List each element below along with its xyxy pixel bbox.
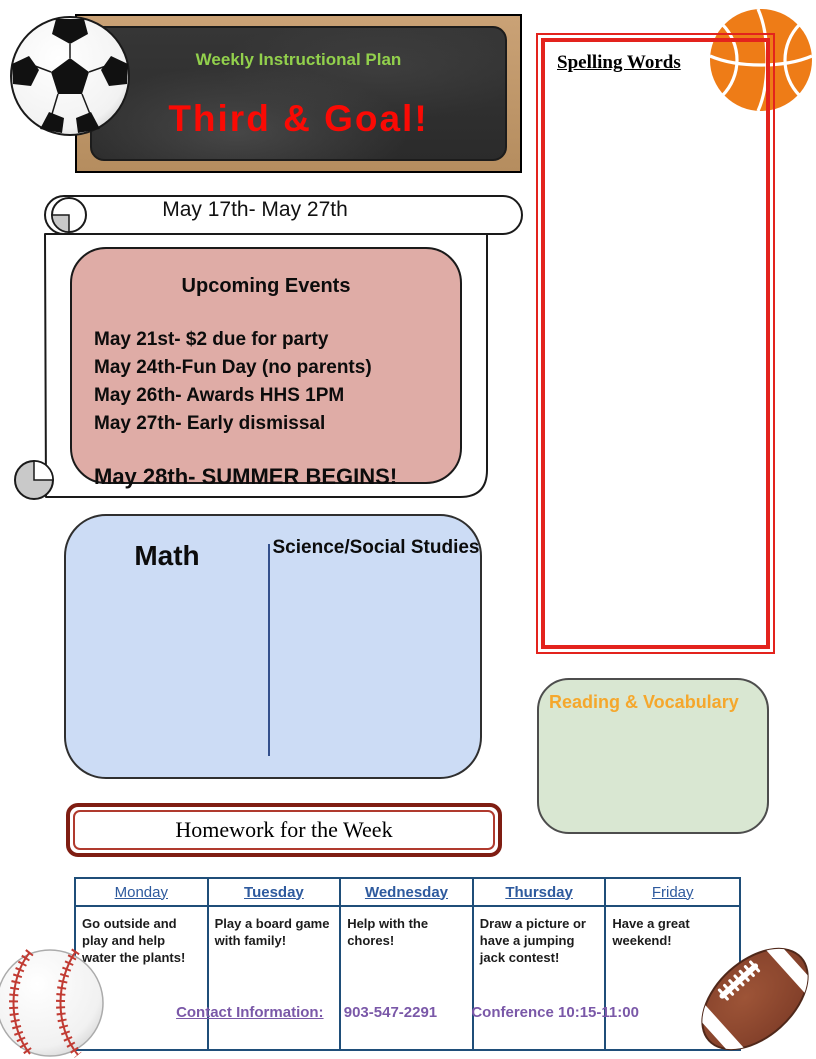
table-cell-tuesday: Play a board game with family! [209, 907, 342, 1049]
table-cell-monday: Go outside and play and help water the plants! [76, 907, 209, 1049]
table-header-tuesday: Tuesday [209, 879, 342, 907]
subjects-box [64, 514, 482, 779]
homework-week-table [74, 877, 741, 1051]
football-icon [692, 942, 816, 1056]
baseball-icon [0, 947, 106, 1059]
event-item: May 27th- Early dismissal [94, 413, 326, 434]
subject-math-label: Math [134, 540, 200, 571]
spelling-words-title: Spelling Words [557, 52, 681, 73]
contact-phone: 903-547-2291 [343, 1004, 438, 1021]
contact-info [74, 1004, 741, 1021]
chalkboard-surface [90, 26, 507, 161]
events-list [94, 326, 460, 438]
contact-info-label: Contact Information: [176, 1004, 324, 1021]
reading-vocabulary-title: Reading & Vocabulary [549, 692, 739, 712]
banner-title: Third & Goal! [168, 98, 429, 139]
homework-banner [66, 803, 502, 857]
subjects-divider [268, 544, 270, 756]
event-item: May 26th- Awards HHS 1PM [94, 385, 345, 406]
homework-title: Homework for the Week [73, 810, 495, 850]
table-header-monday: Monday [76, 879, 209, 907]
spelling-words-inner-border [541, 38, 770, 649]
banner-subtitle: Weekly Instructional Plan [195, 50, 402, 69]
soccer-ball-icon [8, 14, 136, 140]
events-finale: May 28th- SUMMER BEGINS! [94, 464, 398, 489]
table-cell-wednesday: Help with the chores! [341, 907, 474, 1049]
table-cell-friday: Have a great weekend! [612, 916, 690, 948]
chalkboard-banner [75, 14, 522, 173]
date-range-text: May 17th- May 27th [162, 198, 348, 221]
table-header-wednesday: Wednesday [341, 879, 474, 907]
conference-time: Conference 10:15-11:00 [471, 1004, 639, 1021]
table-cell-thursday: Draw a picture or have a jumping jack contest! [474, 907, 607, 1049]
reading-vocabulary-box [537, 678, 769, 834]
upcoming-events-box [70, 247, 462, 489]
table-header-thursday: Thursday [474, 879, 607, 907]
table-header-friday: Friday [606, 879, 739, 907]
subject-science-social-label: Science/Social Studies [272, 537, 480, 558]
event-item: May 21st- $2 due for party [94, 329, 329, 350]
events-title: Upcoming Events [181, 275, 351, 297]
event-item: May 24th-Fun Day (no parents) [94, 357, 372, 378]
spelling-words-box [536, 33, 775, 654]
